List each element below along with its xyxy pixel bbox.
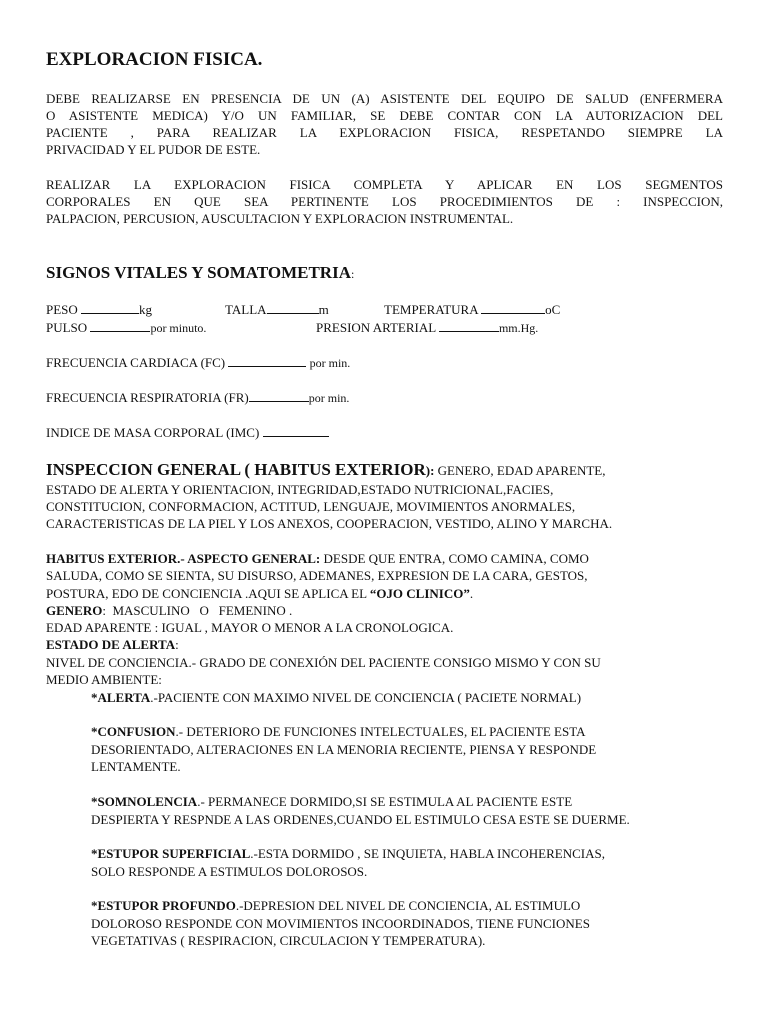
state-label: *CONFUSION xyxy=(91,724,176,739)
ojo-clinico-text: “OJO CLINICO” xyxy=(369,585,470,601)
state-text: .-ESTA DORMIDO , SE INQUIETA, HABLA INCOHERENCIAS, xyxy=(250,846,605,861)
inspeccion-first-line xyxy=(46,460,605,480)
text-line: ESTADO DE ALERTA Y ORIENTACION, INTEGRIDAD,ESTADO NUTRICIONAL,FACIES, xyxy=(46,482,554,497)
temperatura-blank[interactable] xyxy=(481,301,545,314)
temperatura-unit: oC xyxy=(545,302,561,317)
habitus-block xyxy=(46,550,723,688)
pulso-label: PULSO xyxy=(46,320,88,335)
text-line: NIVEL DE CONCIENCIA.- GRADO DE CONEXIÓN DEL PACIENTE CONSIGO MISMO Y CON SU xyxy=(46,654,601,670)
state-alerta xyxy=(91,689,723,707)
presion-unit: mm.Hg. xyxy=(498,321,539,335)
habitus-line-3 xyxy=(46,585,723,602)
intro-paragraph-2 xyxy=(46,176,723,227)
state-text: DOLOROSO RESPONDE CON MOVIMIENTOS INCOORDINADOS, TIENE FUNCIONES xyxy=(91,915,590,931)
edad-aparente-line: EDAD APARENTE : IGUAL , MAYOR O MENOR A LA CRONOLOGICA. xyxy=(46,620,454,636)
presion-blank[interactable] xyxy=(439,319,499,332)
alerta-heading-line xyxy=(46,636,723,653)
text-line: REALIZAR LA EXPLORACION FISICA COMPLETA Y APLICAR EN LOS SEGMENTOS xyxy=(46,177,723,192)
state-text: DESORIENTADO, ALTERACIONES EN LA MENORIA RECIENTE, PIENSA Y RESPONDE xyxy=(91,741,597,757)
state-text: .-DEPRESION DEL NIVEL DE CONCIENCIA, AL ESTIMULO xyxy=(235,898,581,913)
state-label: *SOMNOLENCIA xyxy=(91,794,198,809)
state-text: LENTAMENTE. xyxy=(91,759,181,774)
state-label: *ALERTA xyxy=(91,690,151,705)
text-line: CORPORALES EN QUE SEA PERTINENTE LOS PROCEDIMIENTOS DE : INSPECCION, xyxy=(46,194,723,209)
genero-text: : MASCULINO O FEMENINO . xyxy=(102,602,293,618)
genero-label: GENERO xyxy=(46,602,103,618)
vitals-heading xyxy=(46,263,354,283)
text-line: SALUDA, COMO SE SIENTA, SU DISURSO, ADEMANES, EXPRESION DE LA CARA, GESTOS, xyxy=(46,568,588,584)
peso-field xyxy=(46,301,152,318)
peso-unit: kg xyxy=(139,302,153,317)
state-text: SOLO RESPONDE A ESTIMULOS DOLOROSOS. xyxy=(91,863,368,879)
text-line: MEDIO AMBIENTE: xyxy=(46,672,162,688)
text-segment: . xyxy=(469,585,474,601)
text-segment: POSTURA, EDO DE CONCIENCIA .AQUI SE APLICA EL xyxy=(46,585,370,601)
talla-blank[interactable] xyxy=(267,301,319,314)
state-line xyxy=(91,689,723,707)
text-line: PACIENTE , PARA REALIZAR LA EXPLORACION FISICA, RESPETANDO SIEMPRE LA xyxy=(46,125,723,140)
state-somnolencia xyxy=(91,793,723,828)
state-text: .- DETERIORO DE FUNCIONES INTELECTUALES, EL PACIENTE ESTA xyxy=(175,724,586,739)
fc-label: FRECUENCIA CARDIACA (FC) xyxy=(46,355,226,370)
fc-unit: por min. xyxy=(309,356,351,370)
state-text: DESPIERTA Y RESPNDE A LAS ORDENES,CUANDO EL ESTIMULO CESA ESTE SE DUERME. xyxy=(91,811,630,827)
imc-field xyxy=(46,424,329,441)
state-text: .- PERMANECE DORMIDO,SI SE ESTIMULA AL PACIENTE ESTE xyxy=(197,794,573,809)
state-line xyxy=(91,845,723,863)
text-line: CONSTITUCION, CONFORMACION, ACTITUD, LENGUAJE, MOVIMIENTOS ANORMALES, xyxy=(46,499,576,515)
fr-field xyxy=(46,389,349,407)
state-confusion xyxy=(91,723,723,776)
state-line xyxy=(91,793,723,811)
temperatura-field xyxy=(384,301,560,318)
fc-field xyxy=(46,354,350,372)
presion-label: PRESION ARTERIAL xyxy=(316,320,436,335)
state-estupor-profundo xyxy=(91,897,723,950)
text-segment: : xyxy=(175,637,179,653)
text-line: PRIVACIDAD Y EL PUDOR DE ESTE. xyxy=(46,142,261,157)
habitus-label: HABITUS EXTERIOR.- ASPECTO GENERAL: xyxy=(46,551,321,566)
heading-suffix: : xyxy=(350,267,355,281)
talla-label: TALLA xyxy=(225,302,267,317)
temperatura-label: TEMPERATURA xyxy=(384,302,478,317)
presion-field xyxy=(316,319,538,337)
imc-label: INDICE DE MASA CORPORAL (IMC) xyxy=(46,425,260,440)
inspeccion-text: GENERO, EDAD APARENTE, xyxy=(434,463,606,478)
peso-label: PESO xyxy=(46,302,78,317)
text-line: PALPACION, PERCUSION, AUSCULTACION Y EXPLORACION INSTRUMENTAL. xyxy=(46,211,514,226)
inspeccion-heading: INSPECCION GENERAL ( HABITUS EXTERIOR xyxy=(46,460,426,479)
fc-blank[interactable] xyxy=(228,354,306,367)
state-label: *ESTUPOR SUPERFICIAL xyxy=(91,846,251,861)
text-line: O ASISTENTE MEDICA) Y/O UN FAMILIAR, SE DEBE CONTAR CON LA AUTORIZACION DEL xyxy=(46,108,723,123)
pulso-field xyxy=(46,319,206,337)
text-line: DEBE REALIZARSE EN PRESENCIA DE UN (A) ASISTENTE DEL EQUIPO DE SALUD (ENFERMERA xyxy=(46,91,723,106)
state-label: *ESTUPOR PROFUNDO xyxy=(91,898,236,913)
state-line xyxy=(91,723,723,741)
imc-blank[interactable] xyxy=(263,424,329,437)
habitus-text: DESDE QUE ENTRA, COMO CAMINA, COMO xyxy=(320,551,589,566)
talla-unit: m xyxy=(318,302,329,317)
peso-blank[interactable] xyxy=(81,301,139,314)
state-line xyxy=(91,897,723,915)
fr-blank[interactable] xyxy=(249,389,309,402)
state-estupor-superficial xyxy=(91,845,723,880)
habitus-line-1 xyxy=(46,550,723,567)
talla-field xyxy=(225,301,329,318)
state-text: VEGETATIVAS ( RESPIRACION, CIRCULACION Y TEMPERATURA). xyxy=(91,933,486,948)
inspeccion-body xyxy=(46,481,723,533)
fr-unit: por min. xyxy=(308,391,350,405)
text-line: CARACTERISTICAS DE LA PIEL Y LOS ANEXOS, COOPERACION, VESTIDO, ALINO Y MARCHA. xyxy=(46,516,613,532)
estado-alerta-label: ESTADO DE ALERTA xyxy=(46,637,176,653)
pulso-unit: por minuto. xyxy=(150,321,207,335)
section-heading: SIGNOS VITALES Y SOMATOMETRIA xyxy=(46,263,351,282)
inspeccion-heading-close: ): xyxy=(425,463,435,478)
fr-label: FRECUENCIA RESPIRATORIA (FR) xyxy=(46,390,249,405)
pulso-blank[interactable] xyxy=(90,319,150,332)
state-text: .-PACIENTE CON MAXIMO NIVEL DE CONCIENCIA ( PACIETE NORMAL) xyxy=(150,690,582,705)
intro-paragraph-1 xyxy=(46,90,723,158)
page-title: EXPLORACION FISICA. xyxy=(46,49,263,70)
genero-line xyxy=(46,602,723,619)
